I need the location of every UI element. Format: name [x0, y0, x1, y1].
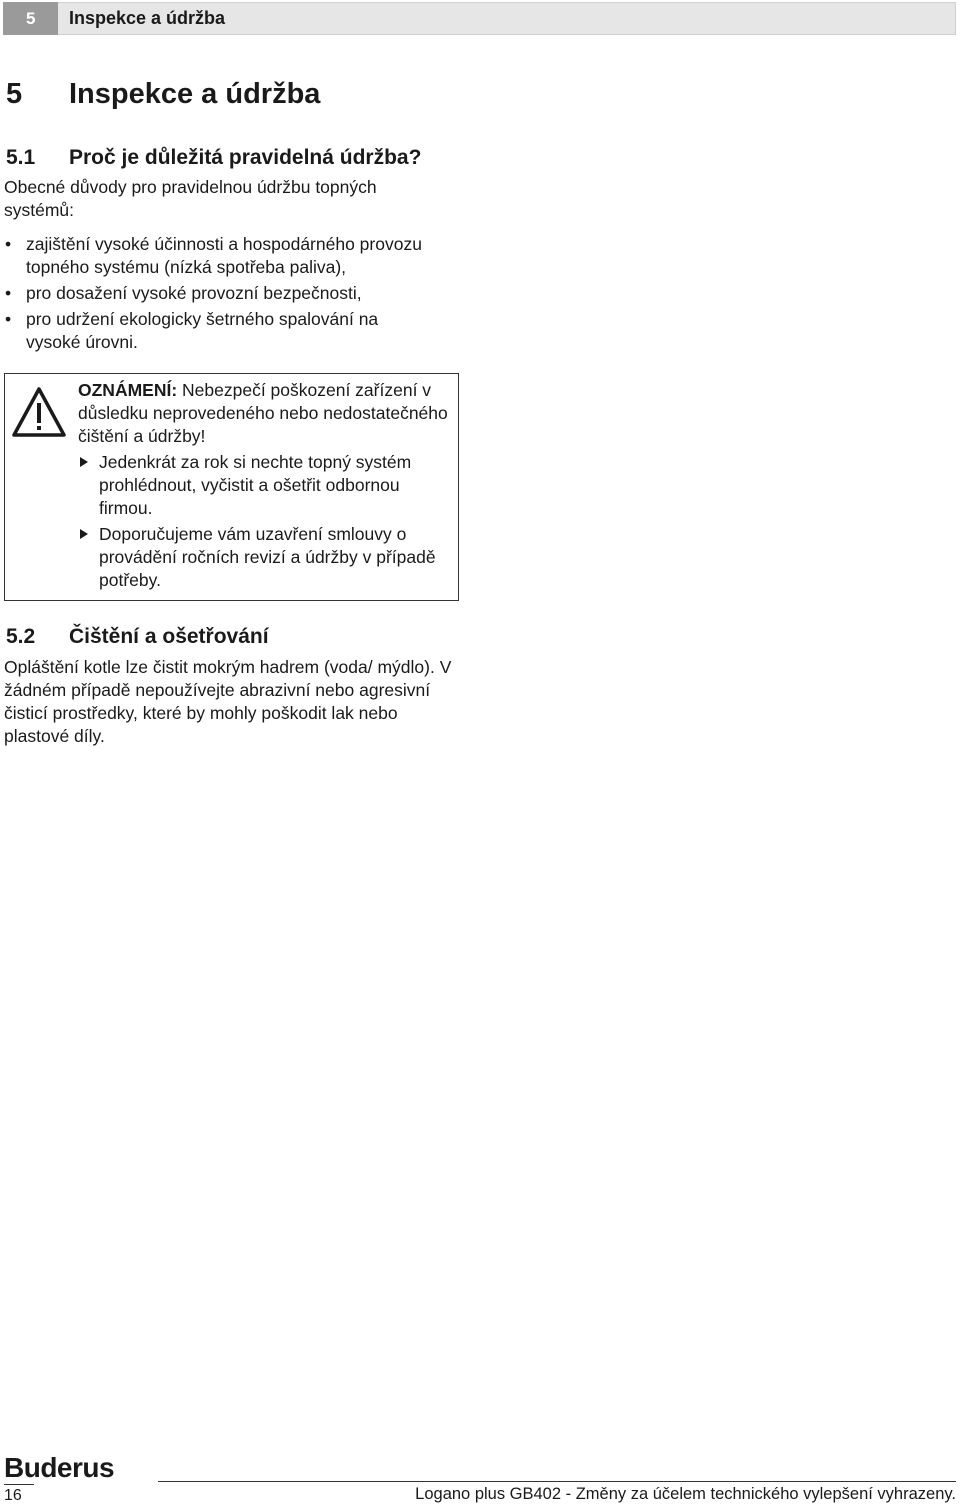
list-item: • zajištění vysoké účinnosti a hospodárného provozu topného systému (nízká spotřeba paliva),: [4, 233, 464, 279]
logo-text: Buderus: [4, 1453, 115, 1483]
step-arrow-icon: [80, 529, 88, 539]
notice-body: [78, 379, 450, 592]
footer-disclaimer: Logano plus GB402 - Změny za účelem technického vylepšení vyhrazeny.: [415, 1485, 956, 1503]
header-chapter-number: 5: [3, 2, 58, 35]
list-item: • pro dosažení vysoké provozní bezpečnosti,: [4, 282, 464, 305]
section-1-number: 5.1: [6, 146, 36, 169]
section-1-heading: [6, 146, 421, 170]
header-title: Inspekce a údržba: [69, 8, 226, 28]
chapter-heading: [6, 78, 320, 111]
notice-label: OZNÁMENÍ:: [78, 380, 178, 400]
section-2-number: 5.2: [6, 625, 36, 648]
section-1-title: Proč je důležitá pravidelná údržba?: [69, 146, 422, 169]
buderus-logo: [4, 1453, 144, 1483]
notice-step-text: Doporučujeme vám uzavření smlouvy o provádění ročních revizí a údržby v případě potřeby.: [99, 524, 436, 590]
warning-triangle-icon: [9, 383, 69, 443]
section-2-heading: [6, 625, 269, 649]
section-2-title: Čištění a ošetřování: [69, 625, 269, 648]
notice-lead: [78, 379, 450, 448]
notice-text: Nebezpečí poškození zařízení v důsledku neprovedeného nebo nedostatečného čištění a údržby!: [78, 380, 448, 446]
chapter-number: 5: [6, 78, 23, 110]
step-arrow-icon: [80, 457, 88, 467]
list-item: • pro udržení ekologicky šetrného spalování na vysoké úrovni.: [4, 308, 426, 354]
section-2-text: Opláštění kotle lze čistit mokrým hadrem (voda/ mýdlo). V žádném případě nepoužívejte abrazivní nebo agresivní čisticí prostředky, které by mohly poškodit lak nebo plastové díly.: [4, 657, 452, 746]
footer-divider: [158, 1481, 956, 1482]
maintenance-reasons-list: [4, 233, 464, 357]
chapter-title: Inspekce a údržba: [69, 78, 321, 110]
notice-step: [78, 523, 450, 592]
page-number: 16: [4, 1484, 34, 1505]
section-1-intro: Obecné důvody pro pravidelnou údržbu topných systémů:: [4, 177, 377, 220]
notice-box: [4, 373, 459, 601]
notice-step-text: Jedenkrát za rok si nechte topný systém prohlédnout, vyčistit a ošetřit odbornou firmou.: [99, 452, 412, 518]
notice-step: [78, 451, 450, 520]
notice-icon-column: [5, 374, 74, 600]
